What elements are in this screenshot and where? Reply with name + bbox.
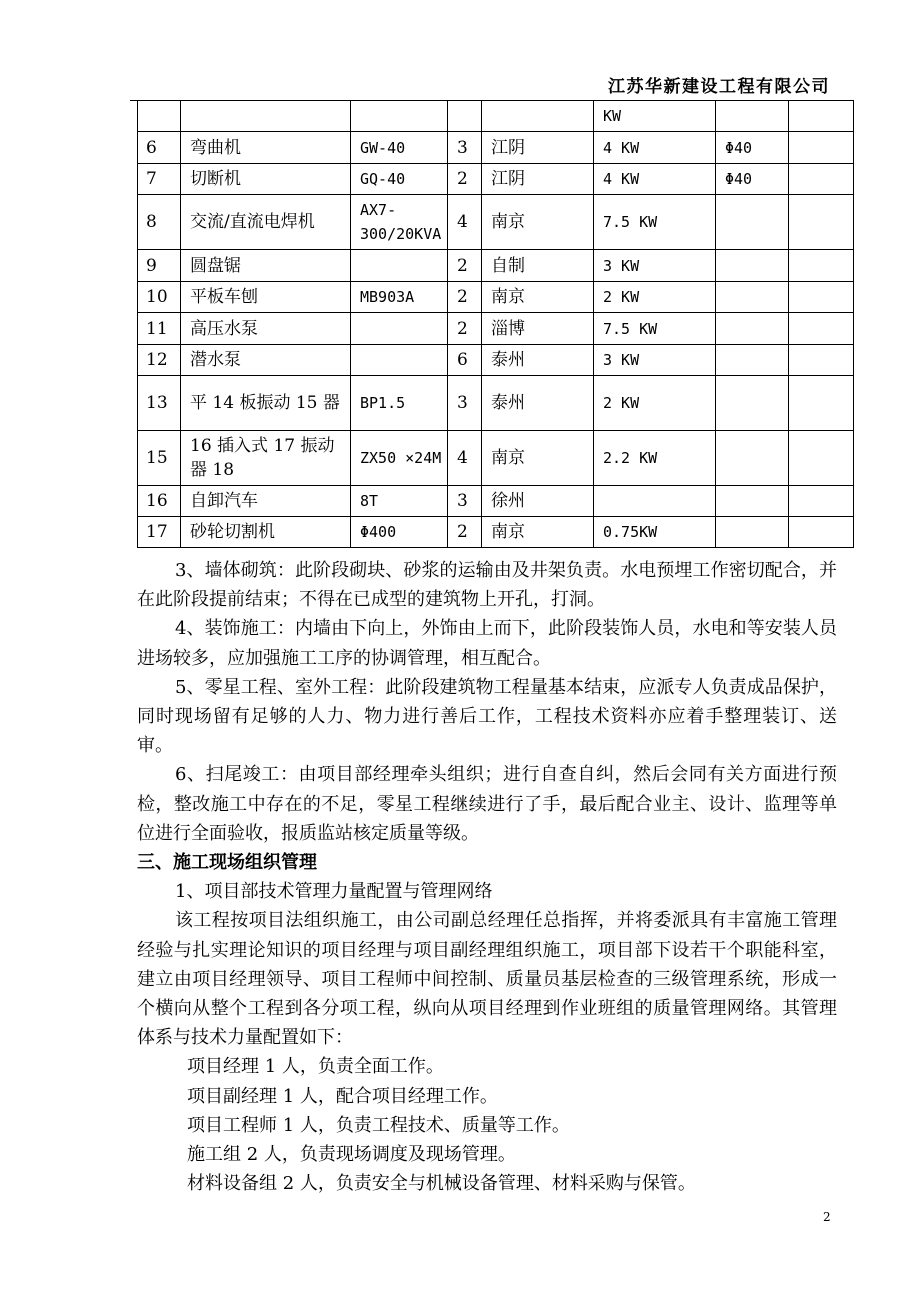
table-cell: [789, 195, 854, 250]
staff-item: 项目工程师 1 人，负责工程技术、质量等工作。: [187, 1114, 570, 1136]
table-cell: 7.5 KW: [594, 195, 716, 250]
table-cell: Φ40: [716, 132, 789, 164]
table-cell: [716, 431, 789, 486]
section-heading: 三、施工现场组织管理: [137, 852, 317, 874]
table-cell: KW: [594, 101, 716, 132]
staff-item: 材料设备组 2 人，负责安全与机械设备管理、材料采购与保管。: [187, 1173, 696, 1195]
table-cell: 2: [448, 164, 482, 195]
table-cell: 13: [138, 376, 181, 431]
table-cell: 3: [448, 376, 482, 431]
table-cell: [716, 313, 789, 345]
paragraph-decoration: 4、装饰施工：内墙由下向上，外饰由上而下，此阶段装饰人员，水电和等安装人员进场较多，应加强施工工序的协调管理，相互配合。: [137, 618, 837, 669]
paragraph-completion: 6、扫尾竣工：由项目部经理牵头组织；进行自查自纠，然后会同有关方面进行预检，整改施工中存在的不足，零星工程继续进行了手，最后配合业主、设计、监理等单位进行全面验收，报质监站核定质量等级。: [137, 764, 837, 844]
table-cell: 平板车刨: [181, 282, 351, 313]
table-cell: 3: [448, 132, 482, 164]
table-cell: 4: [448, 195, 482, 250]
table-cell: 2 KW: [594, 376, 716, 431]
table-cell: [482, 101, 594, 132]
company-name: 江苏华新建设工程有限公司: [608, 77, 830, 97]
table-cell: ZX50 ×24M: [351, 431, 448, 486]
table-cell: 淄博: [482, 313, 594, 345]
table-cell: [716, 250, 789, 282]
table-cell: [716, 345, 789, 376]
table-cell: [448, 101, 482, 132]
table-cell: 自卸汽车: [181, 486, 351, 517]
table-cell: [594, 486, 716, 517]
table-cell: 高压水泵: [181, 313, 351, 345]
table-cell: 砂轮切割机: [181, 517, 351, 548]
paragraph-organization: 该工程按项目法组织施工，由公司副总经理任总指挥，并将委派具有丰富施工管理经验与扎实理论知识的项目经理与项目副经理组织施工，项目部下设若干个职能科室，建立由项目经理领导、项目工程师中间控制、质量员基层检查的三级管理系统，形成一个横向从整个工程到各分项工程，纵向从项目经理到作业班组的质量管理网络。其管理体系与技术力量配置如下：: [137, 910, 837, 1049]
table-cell: MB903A: [351, 282, 448, 313]
table-cell: 泰州: [482, 376, 594, 431]
table-cell: 16 插入式 17 振动器 18: [181, 431, 351, 486]
table-cell: [351, 250, 448, 282]
table-cell: 12: [138, 345, 181, 376]
table-cell: 交流/直流电焊机: [181, 195, 351, 250]
table-row: [138, 313, 854, 345]
table-cell: 圆盘锯: [181, 250, 351, 282]
table-row: [138, 486, 854, 517]
table-cell: Φ40: [716, 164, 789, 195]
table-cell: 15: [138, 431, 181, 486]
table-cell: 2: [448, 250, 482, 282]
table-cell: 弯曲机: [181, 132, 351, 164]
table-cell: 泰州: [482, 345, 594, 376]
table-cell: 平 14 板振动 15 器: [181, 376, 351, 431]
page-number: 2: [823, 1210, 831, 1224]
page-header: [130, 66, 832, 101]
table-cell: [716, 486, 789, 517]
table-cell: 17: [138, 517, 181, 548]
table-cell: 0.75KW: [594, 517, 716, 548]
table-cell: 2: [448, 313, 482, 345]
table-cell: 3 KW: [594, 250, 716, 282]
table-cell: [716, 517, 789, 548]
table-row: [138, 345, 854, 376]
table-cell: [351, 313, 448, 345]
table-cell: [789, 431, 854, 486]
table-cell: 2 KW: [594, 282, 716, 313]
table-cell: [789, 132, 854, 164]
table-row: [138, 431, 854, 486]
table-cell: [789, 101, 854, 132]
table-cell: [351, 101, 448, 132]
table-cell: [789, 345, 854, 376]
table-cell: [716, 376, 789, 431]
table-cell: GW-40: [351, 132, 448, 164]
equipment-table: [137, 100, 854, 548]
paragraph-misc-works: 5、零星工程、室外工程：此阶段建筑物工程量基本结束，应派专人负责成品保护，同时现场留有足够的人力、物力进行善后工作，工程技术资料亦应着手整理装订、送审。: [137, 676, 837, 757]
table-row: [138, 101, 854, 132]
table-cell: [351, 345, 448, 376]
table-cell: 徐州: [482, 486, 594, 517]
subsection-heading: 1、项目部技术管理力量配置与管理网络: [175, 881, 493, 903]
table-cell: 2: [448, 282, 482, 313]
table-cell: AX7-300/20KVA: [351, 195, 448, 250]
table-cell: 10: [138, 282, 181, 313]
table-cell: [716, 101, 789, 132]
document-body: [137, 556, 837, 1198]
table-cell: [789, 282, 854, 313]
table-cell: 16: [138, 486, 181, 517]
table-cell: [789, 486, 854, 517]
table-cell: [789, 313, 854, 345]
table-cell: 南京: [482, 431, 594, 486]
table-row: [138, 164, 854, 195]
table-cell: 2: [448, 517, 482, 548]
table-cell: 南京: [482, 282, 594, 313]
table-cell: [789, 250, 854, 282]
table-cell: 8T: [351, 486, 448, 517]
table-row: [138, 250, 854, 282]
table-cell: 3: [448, 486, 482, 517]
table-cell: 切断机: [181, 164, 351, 195]
table-cell: BP1.5: [351, 376, 448, 431]
table-cell: [789, 517, 854, 548]
table-cell: [716, 282, 789, 313]
table-cell: 4 KW: [594, 164, 716, 195]
table-cell: 8: [138, 195, 181, 250]
table-row: [138, 132, 854, 164]
table-cell: [138, 101, 181, 132]
table-row: [138, 376, 854, 431]
table-cell: 潜水泵: [181, 345, 351, 376]
table-cell: 2.2 KW: [594, 431, 716, 486]
staff-item: 项目副经理 1 人，配合项目经理工作。: [187, 1085, 498, 1107]
table-cell: 3 KW: [594, 345, 716, 376]
table-cell: 11: [138, 313, 181, 345]
table-cell: [716, 195, 789, 250]
table-cell: 江阴: [482, 164, 594, 195]
table-cell: 江阴: [482, 132, 594, 164]
table-row: [138, 195, 854, 250]
staff-item: 项目经理 1 人，负责全面工作。: [187, 1056, 444, 1078]
table-cell: 南京: [482, 195, 594, 250]
table-cell: 南京: [482, 517, 594, 548]
table-cell: 6: [138, 132, 181, 164]
table-cell: [181, 101, 351, 132]
table-cell: 自制: [482, 250, 594, 282]
table-row: [138, 282, 854, 313]
table-cell: [789, 164, 854, 195]
table-cell: 4 KW: [594, 132, 716, 164]
paragraph-wall-masonry: 3、墙体砌筑：此阶段砌块、砂浆的运输由及井架负责。水电预埋工作密切配合，并在此阶段提前结束；不得在已成型的建筑物上开孔，打洞。: [137, 560, 837, 611]
table-cell: [789, 376, 854, 431]
table-cell: Φ400: [351, 517, 448, 548]
table-cell: GQ-40: [351, 164, 448, 195]
table-cell: 6: [448, 345, 482, 376]
table-cell: 4: [448, 431, 482, 486]
table-cell: 7.5 KW: [594, 313, 716, 345]
table-cell: 9: [138, 250, 181, 282]
table-cell: 7: [138, 164, 181, 195]
table-row: [138, 517, 854, 548]
staff-item: 施工组 2 人，负责现场调度及现场管理。: [187, 1144, 516, 1166]
